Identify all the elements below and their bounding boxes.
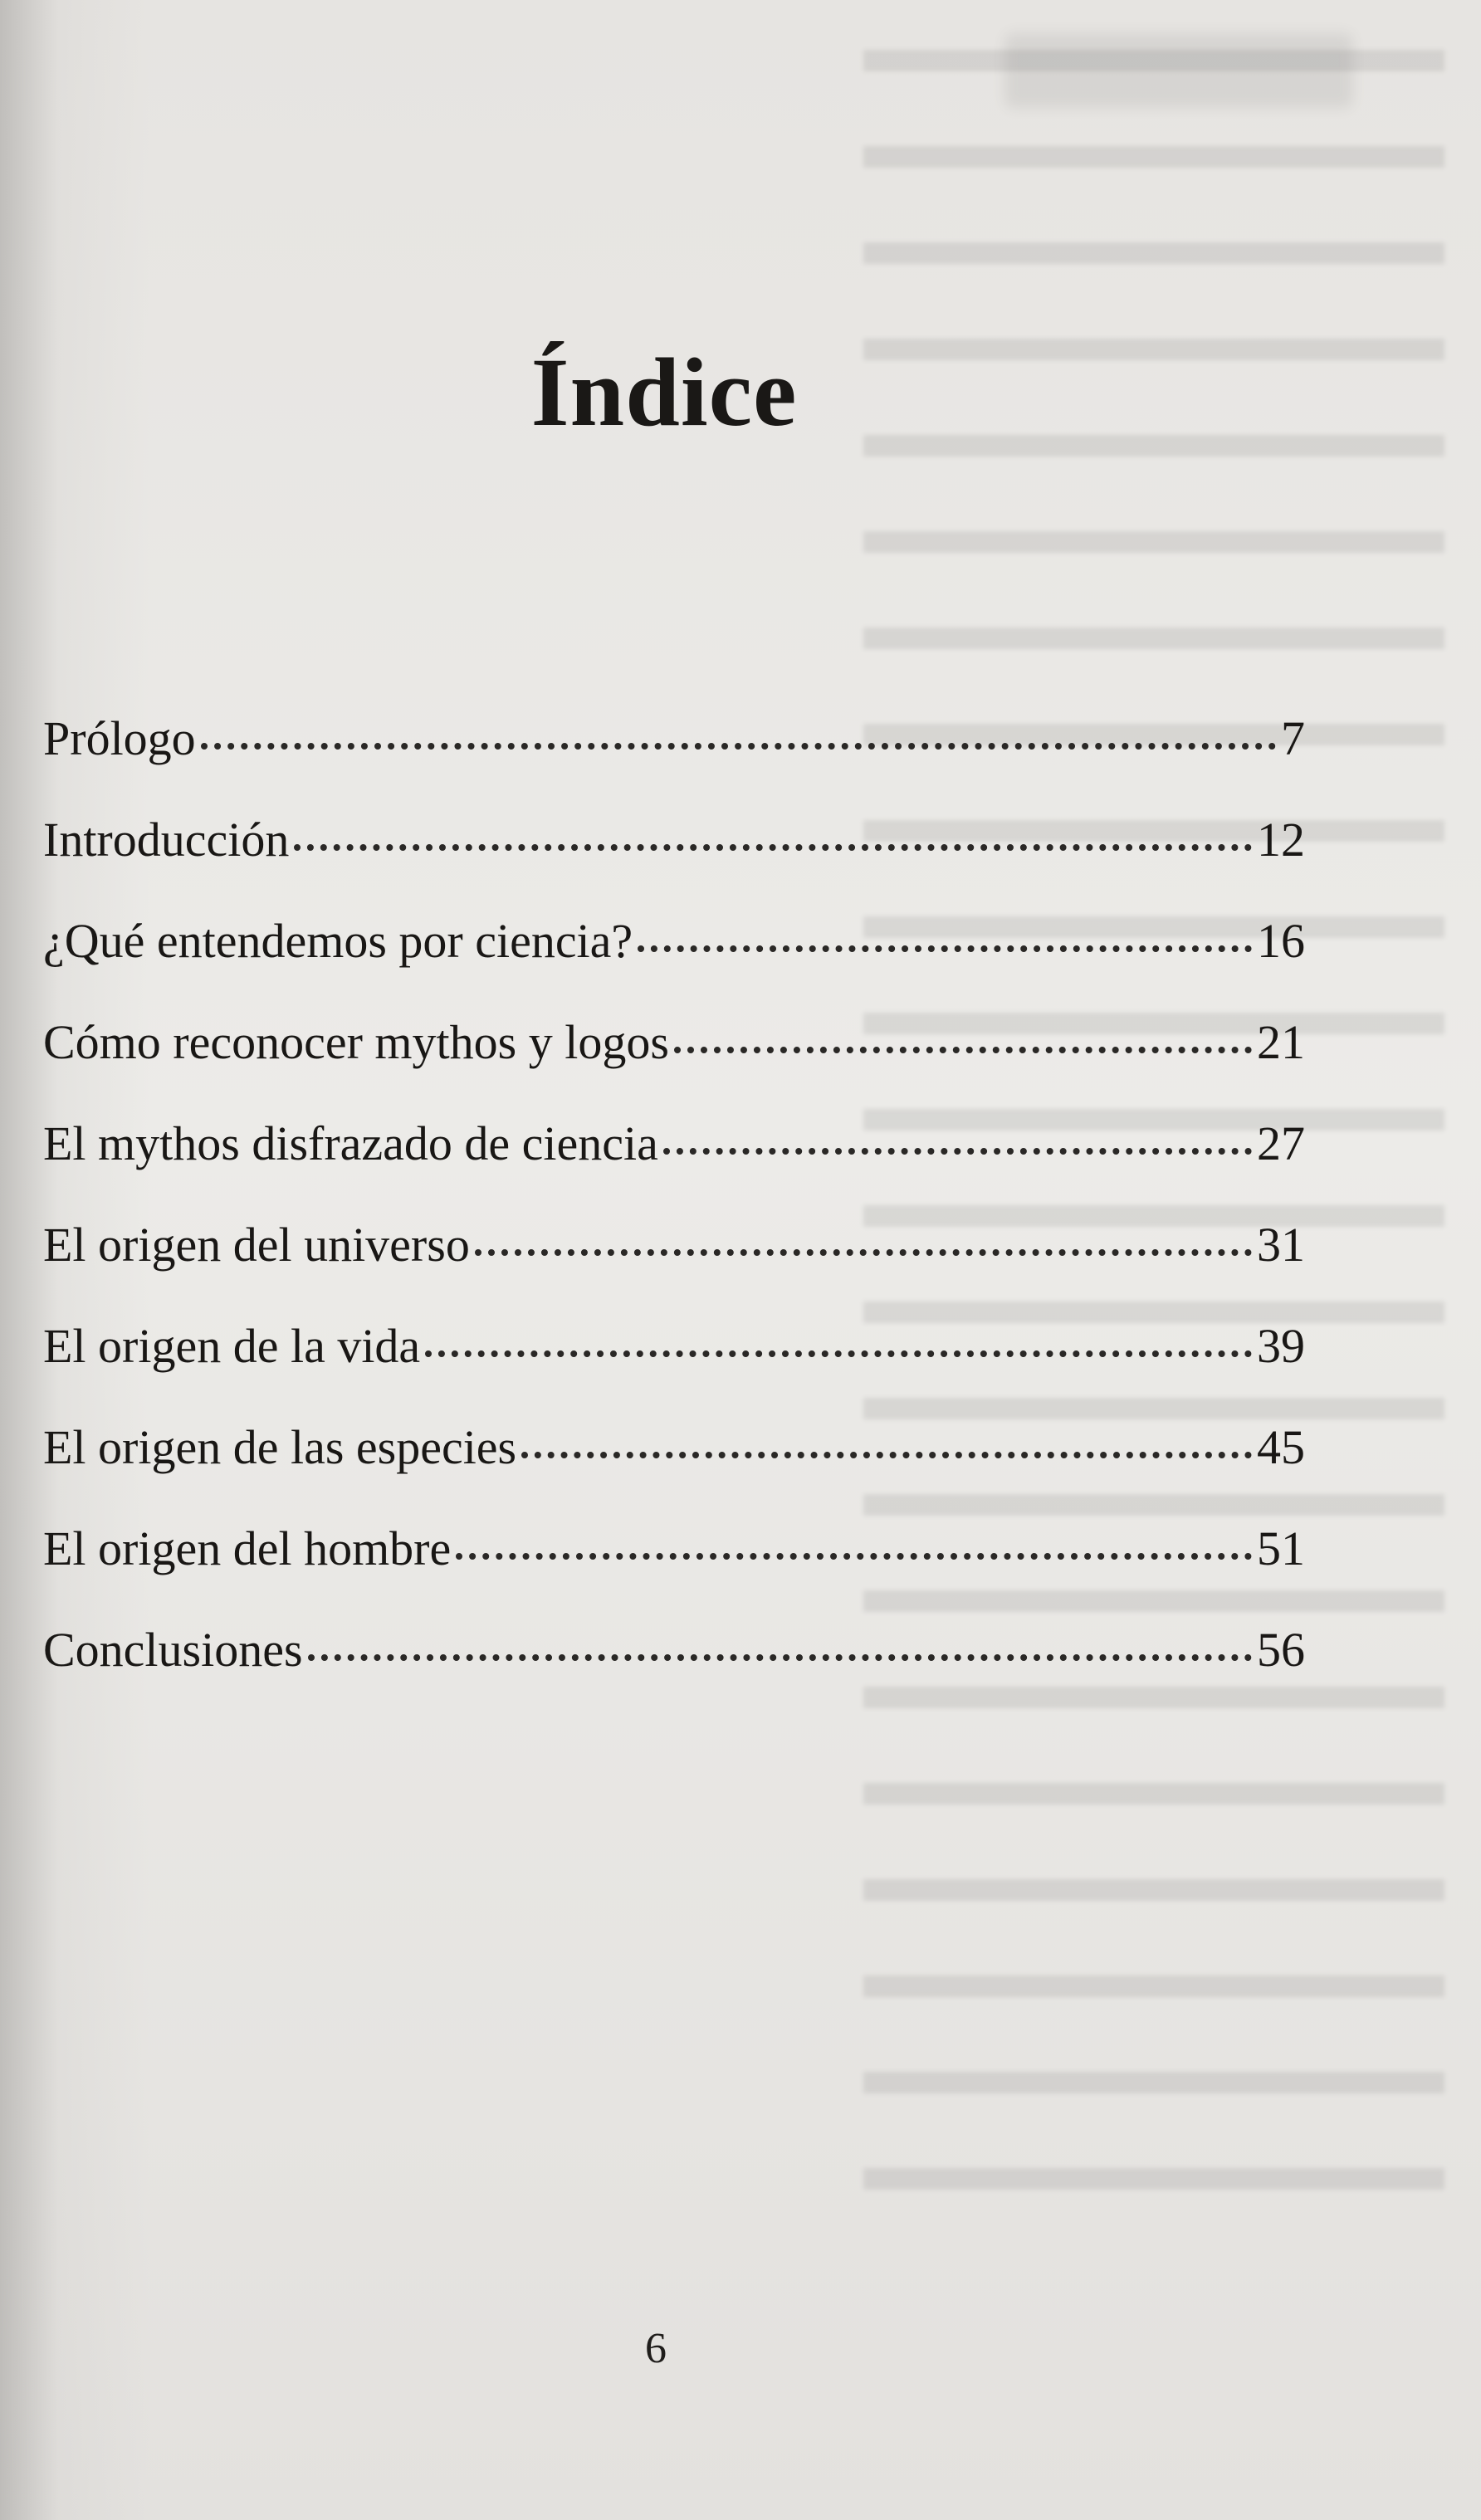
toc-entry-que-entendemos [43, 916, 1305, 1018]
toc-dot-leader [456, 1553, 1252, 1560]
toc-entry-origen-especies [43, 1420, 1305, 1524]
toc-dot-leader [475, 1249, 1252, 1256]
toc-entry-label: El mythos disfrazado de ciencia [43, 1116, 658, 1170]
index-title: Índice [530, 338, 798, 447]
toc-dot-leader [521, 1452, 1252, 1458]
toc-entry-label: El origen del universo [43, 1218, 470, 1272]
toc-dot-leader [663, 1148, 1252, 1155]
toc-entry-label: El origen de las especies [43, 1420, 517, 1474]
toc-dot-leader [674, 1047, 1252, 1053]
toc-entry-label: El origen de la vida [43, 1319, 421, 1373]
toc-dot-leader [294, 844, 1252, 851]
toc-entry-page: 7 [1281, 711, 1305, 765]
toc-entry-page: 31 [1257, 1218, 1305, 1272]
toc-entry-como-reconocer [43, 1015, 1305, 1119]
toc-entry-page: 45 [1257, 1420, 1305, 1474]
toc-dot-leader [308, 1654, 1252, 1661]
toc-dot-leader [425, 1350, 1252, 1357]
toc-entry-label: Introducción [43, 813, 290, 867]
toc-entry-label: ¿Qué entendemos por ciencia? [43, 914, 633, 968]
toc-entry-page: 16 [1257, 914, 1305, 968]
page-number: 6 [645, 2325, 667, 2372]
toc-entry-introduccion [43, 815, 1305, 916]
toc-entry-origen-vida [43, 1321, 1305, 1423]
toc-entry-mythos-disfrazado [43, 1116, 1305, 1220]
toc-entry-conclusiones [43, 1625, 1305, 1726]
bleed-through-title [1004, 33, 1353, 108]
toc-entry-page: 51 [1257, 1521, 1305, 1575]
toc-entry-page: 21 [1257, 1015, 1305, 1069]
toc-dot-leader [638, 945, 1252, 952]
toc-entry-label: Cómo reconocer mythos y logos [43, 1015, 669, 1069]
toc-dot-leader [201, 743, 1276, 750]
table-of-contents [43, 711, 1305, 1726]
toc-entry-origen-hombre [43, 1521, 1305, 1625]
toc-entry-page: 56 [1257, 1623, 1305, 1677]
toc-entry-label: El origen del hombre [43, 1521, 452, 1575]
toc-entry-label: Conclusiones [43, 1623, 303, 1677]
toc-entry-page: 27 [1257, 1116, 1305, 1170]
toc-entry-page: 39 [1257, 1319, 1305, 1373]
toc-entry-label: Prólogo [43, 711, 196, 765]
toc-entry-origen-universo [43, 1220, 1305, 1321]
toc-entry-page: 12 [1257, 813, 1305, 867]
toc-entry-prologo [43, 711, 1305, 815]
